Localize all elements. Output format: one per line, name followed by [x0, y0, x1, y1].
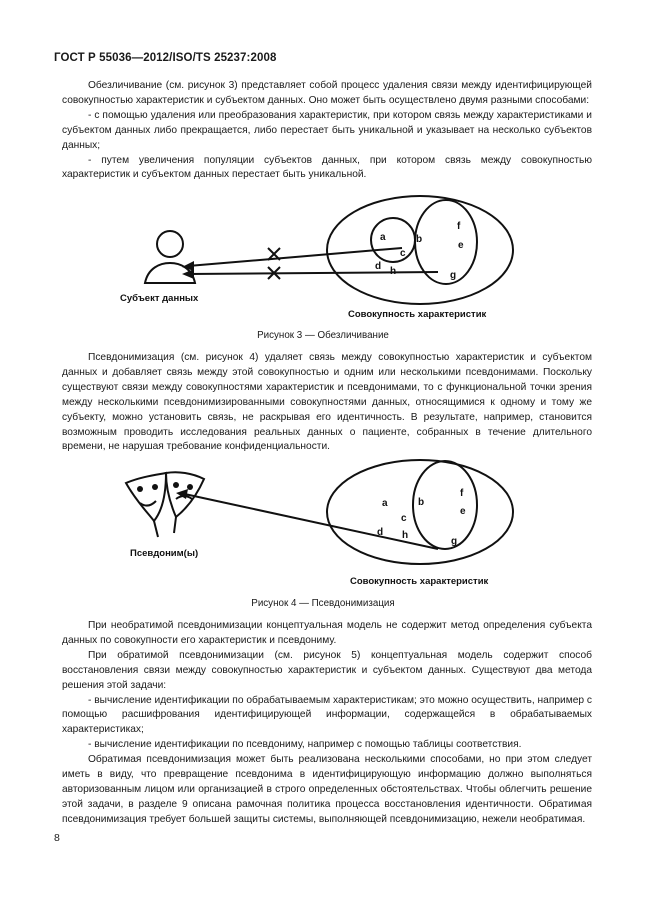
- figure-4: [100, 455, 540, 595]
- letter-c: c: [401, 513, 407, 524]
- mask-left: [126, 473, 166, 521]
- letter-h: h: [402, 530, 409, 541]
- letter-e: e: [460, 506, 466, 517]
- paragraph: - путем увеличения популяции субъектов данных, при котором связь между совокупностью характеристик и субъектом данных перестает быть уникальной.: [62, 154, 592, 181]
- link-line: [180, 493, 438, 549]
- link-line-lower: [188, 272, 438, 274]
- page-number: 8: [54, 832, 60, 844]
- letter-h: h: [390, 266, 397, 277]
- letter-g: g: [451, 536, 458, 547]
- letter-c: c: [400, 248, 406, 259]
- document-header: ГОСТ Р 55036—2012/ISO/TS 25237:2008: [54, 52, 277, 64]
- paragraph: При необратимой псевдонимизации концептуальная модель не содержит метод определения субъекта данных по совокупности его характеристик и псевдониму.: [62, 620, 592, 646]
- letter-f: f: [460, 488, 464, 499]
- person-head: [157, 231, 183, 257]
- letter-d: d: [377, 527, 384, 538]
- set-label: Совокупность характеристик: [348, 309, 487, 320]
- letter-b: b: [416, 234, 423, 245]
- paragraph: При обратимой псевдонимизации (см. рисунок 5) концептуальная модель содержит способ восстановления связи между совокупностью характеристик и субъектом данных. Существуют два метода решения этой задачи:: [62, 649, 592, 691]
- paragraph: - вычисление идентификации по обрабатываемым характеристикам; это можно осуществить, например с помощью расшифрования идентифицирующей информации, содержащейся в обрабатываемых характеристиках;: [62, 694, 592, 736]
- paragraph: - вычисление идентификации по псевдониму, например с помощью таблицы соответствия.: [88, 739, 522, 751]
- figure-3-caption: Рисунок 3 — Обезличивание: [257, 330, 389, 341]
- figure-4-diagram: [100, 455, 540, 595]
- letter-f: f: [457, 221, 461, 232]
- paragraph: Обратимая псевдонимизация может быть реализована несколькими способами, но при этом следует иметь в виду, что превращение псевдонима в идентифицирующую информацию должно выполняться авторизованным лицом или организацией в строго определенных обстоятельствах. Чтобы облегчить решение этой задачи, в разделе 9 описана рамочная политика процесса восстановления идентичности. Обратимая псевдонимизация требует большей защиты системы, выполняющей псевдонимизацию, нежели необратимая.: [62, 754, 592, 825]
- figure-4-caption: Рисунок 4 — Псевдонимизация: [251, 598, 395, 609]
- text-block-2: [62, 351, 592, 455]
- outer-ellipse: [327, 196, 513, 304]
- figure-3-diagram: [100, 188, 540, 328]
- letter-d: d: [375, 261, 382, 272]
- text-block-1: [62, 79, 592, 183]
- letter-e: e: [458, 240, 464, 251]
- letter-b: b: [418, 497, 425, 508]
- paragraph: Псевдонимизация (см. рисунок 4) удаляет связь между совокупностью характеристик и субъектом данных и добавляет связь между этой совокупностью и одним или несколькими псевдонимами. Поскольку существуют связи между совокупностями характеристик и псевдонимами, то с функциональной точки зрения между несколькими псевдонимизированными совокупностями данных, относящимися к одному и тому же субъекту, можно установить связь, не раскрывая его идентичность. В результате, например, становится возможным проводить исследования реальных данных о пациенте, собранных в течение длительного времени, не нарушая требование конфиденциальности.: [62, 352, 592, 453]
- subject-label: Субъект данных: [120, 293, 199, 304]
- inner-circle-left: [371, 218, 415, 262]
- paragraph: Обезличивание (см. рисунок 3) представляет собой процесс удаления связи между идентифицирующей совокупностью характеристик и субъектом данных. Оно может быть осуществлено двумя разными способами:: [62, 80, 592, 106]
- letter-g: g: [450, 270, 457, 281]
- letter-a: a: [380, 232, 386, 243]
- paragraph: - с помощью удаления или преобразования характеристик, при котором связь между характеристиками и субъектом данных либо прекращается, либо перестает быть уникальной и указывает на несколько субъектов данных;: [62, 109, 592, 151]
- figure-3: [100, 188, 540, 328]
- letter-a: a: [382, 498, 388, 509]
- link-line-upper: [188, 248, 402, 266]
- text-block-3: [62, 619, 592, 828]
- pseudonym-label: Псевдоним(ы): [130, 548, 199, 559]
- set-label: Совокупность характеристик: [350, 576, 489, 587]
